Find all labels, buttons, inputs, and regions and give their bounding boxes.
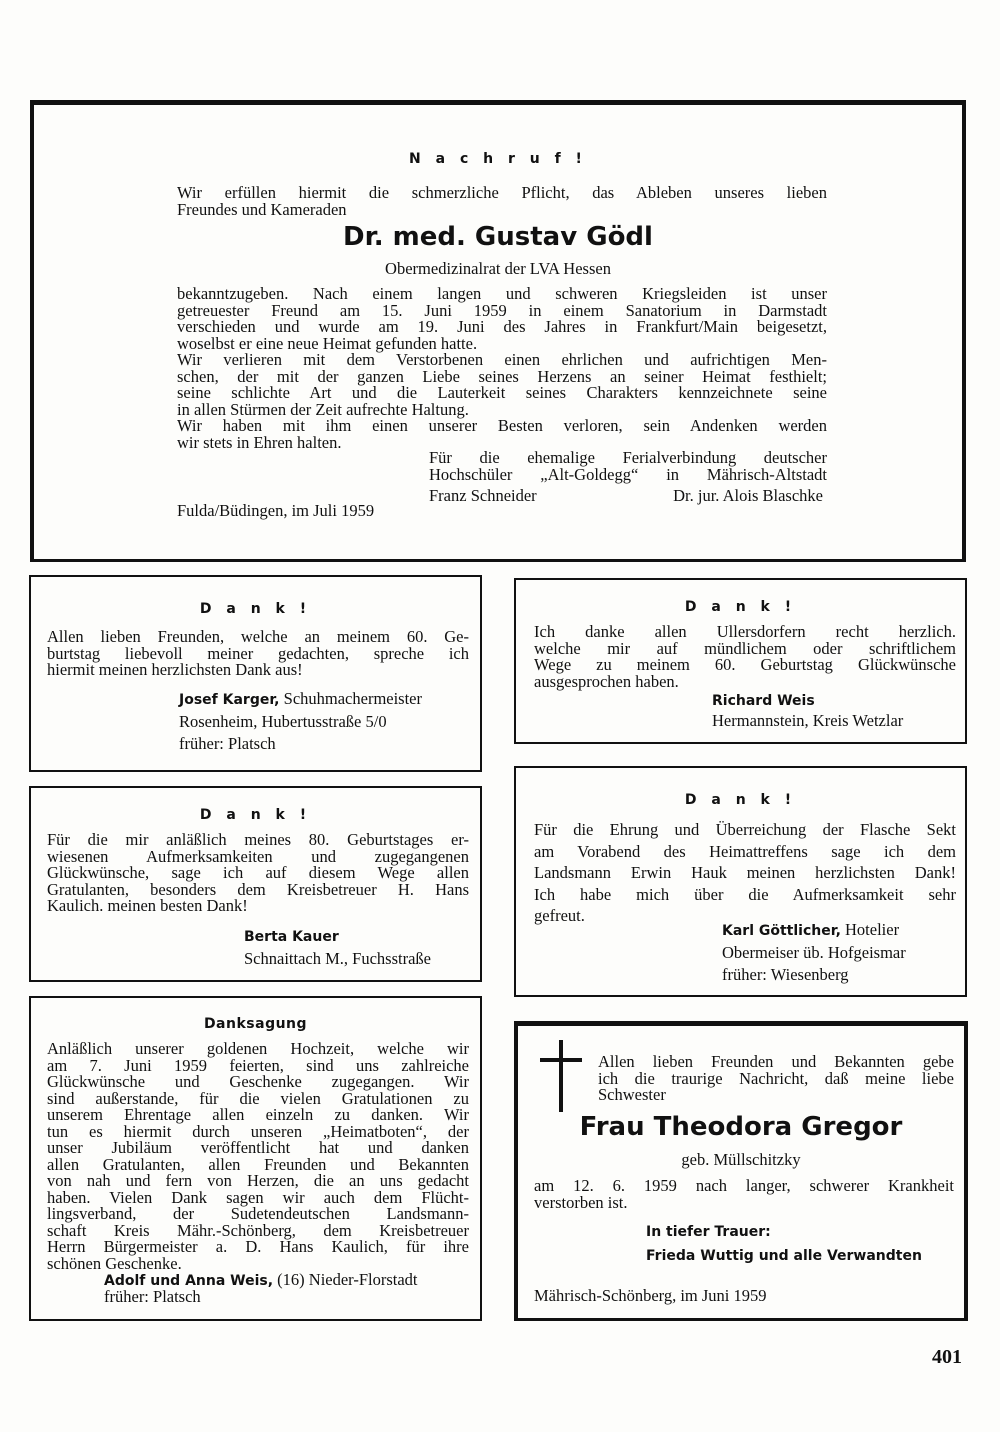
text-line: woselbst er eine neue Heimat gefunden hatte.	[177, 333, 478, 353]
dank-goettlicher-notice	[514, 766, 967, 997]
text-line: von nah und fern von Herzen, die an uns gedacht	[47, 1171, 469, 1190]
text-line: am 12. 6. 1959 nach langer, schwerer Krankheit	[534, 1176, 954, 1195]
deceased-name: Frau Theodora Gregor	[579, 1112, 903, 1142]
text-line: tun es hiermit durch unseren „Heimatboten“, der	[47, 1121, 469, 1141]
signer-address: (16) Nieder-Florstadt	[273, 1270, 418, 1289]
text-line: welche mir auf mündlichem oder schriftlichem	[534, 638, 956, 658]
text-line: schaft Kreis Mähr.-Schönberg, dem Kreisbetreuer	[47, 1220, 469, 1240]
signer-address: Hermannstein, Kreis Wetzlar	[712, 711, 904, 730]
dank-body	[534, 819, 956, 927]
signer-name: Richard Weis	[712, 693, 815, 709]
signer-name: Josef Karger,	[179, 692, 280, 708]
text-line: Für die mir anläßlich meines 80. Geburtstages er-	[47, 830, 469, 849]
nachruf-intro	[177, 185, 827, 218]
dank-heading: D a n k !	[199, 601, 312, 617]
signer-blaschke: Dr. jur. Alois Blaschke	[673, 486, 823, 505]
text-line: Allen lieben Freunden und Bekannten gebe	[598, 1052, 954, 1071]
text-line: schönen Geschenke.	[47, 1253, 182, 1273]
signature	[722, 919, 906, 986]
signature	[712, 692, 903, 730]
text-line: unserem Ehrentage allen einzeln zu danken. Wir	[47, 1105, 469, 1124]
text-line: burtstag liebevoll meiner gedachten, spreche ich	[47, 643, 469, 663]
mourning-family: Frieda Wuttig und alle Verwandten	[646, 1248, 922, 1264]
text-line: Gratulanten, besonders dem Kreisbetreuer H. Hans	[47, 879, 469, 899]
text-line: verstorben ist.	[534, 1192, 628, 1212]
text-line: Allen lieben Freunden, welche an meinem 60. Ge-	[47, 627, 469, 646]
text-line: Für die ehemalige Ferialverbindung deutscher	[429, 448, 827, 467]
text-line: getreuester Freund am 15. Juni 1959 in einem Sanatorium in Darmstadt	[177, 300, 827, 320]
text-line: sind außerstande, für die vielen Gratulationen zu	[47, 1088, 469, 1108]
nachruf-place-date: Fulda/Büdingen, im Juli 1959	[177, 501, 375, 520]
text-line: ich die traurige Nachricht, daß meine liebe	[598, 1068, 954, 1088]
nachruf-organization	[429, 450, 827, 483]
text-line: Für die Ehrung und Überreichung der Flasche Sekt	[534, 820, 956, 839]
gregor-place-date: Mährisch-Schönberg, im Juni 1959	[534, 1286, 767, 1305]
danksagung-heading: Danksagung	[203, 1016, 308, 1032]
text-line: Herrn Bürgermeister a. D. Hans Kaulich, für ihre	[47, 1237, 469, 1256]
nachruf-body	[177, 286, 827, 451]
text-line: Glückwünsche, sage ich auf diesem Wege allen	[47, 863, 469, 882]
dank-body	[534, 624, 956, 690]
text-line: schen, der mit der ganzen Liebe seines Herzens an seiner Heimat festhielt;	[177, 366, 827, 386]
signer-address: Rosenheim, Hubertusstraße 5/0	[179, 712, 387, 731]
signer-name: Berta Kauer	[244, 929, 339, 945]
text-line: in allen Stürmen der Zeit aufrechte Haltung.	[177, 399, 469, 419]
gregor-intro	[598, 1054, 954, 1104]
gregor-body	[534, 1178, 954, 1211]
text-line: ausgesprochen haben.	[534, 671, 679, 691]
text-line: Wege zu meinem 60. Geburtstag Glückwünsche	[534, 655, 956, 674]
text-line: hiermit meinen herzlichsten Dank aus!	[47, 660, 303, 679]
signature	[244, 926, 431, 970]
dank-body	[47, 629, 469, 679]
signer-name: Karl Göttlicher,	[722, 923, 841, 939]
text-line: seine schlichte Art und die Lauterkeit seines Charakters kennzeichnete seine	[177, 383, 827, 402]
text-line: am 7. Juni 1959 feierten, sind uns zahlreiche	[47, 1055, 469, 1075]
dank-body	[47, 832, 469, 915]
text-line: haben. Vielen Dank sagen wir auch dem Flücht-	[47, 1187, 469, 1207]
text-line: Schwester	[598, 1085, 666, 1104]
mourning-label: In tiefer Trauer:	[646, 1224, 771, 1240]
text-line: am Vorabend des Heimattreffens sage ich dem	[534, 841, 956, 861]
text-line: wir stets in Ehren halten.	[177, 432, 342, 452]
dank-kauer-notice	[29, 786, 482, 982]
dank-heading: D a n k !	[199, 807, 312, 823]
text-line: Anläßlich unserer goldenen Hochzeit, welche wir	[47, 1039, 469, 1058]
text-line: Wir erfüllen hiermit die schmerzliche Pflicht, das Ableben unseres lieben	[177, 183, 827, 202]
text-line: gefreut.	[534, 906, 585, 925]
text-line: Glückwünsche und Geschenke zugegangen. Wir	[47, 1072, 469, 1091]
danksagung-body	[47, 1041, 469, 1272]
cross-icon	[540, 1040, 582, 1112]
text-line: bekanntzugeben. Nach einem langen und schweren Kriegsleiden ist unser	[177, 284, 827, 303]
text-line: Kaulich. meinen besten Dank!	[47, 896, 248, 915]
text-line: Wir haben mit ihm einen unserer Besten verloren, sein Andenken werden	[177, 416, 827, 435]
text-line: Landsmann Erwin Hauk meinen herzlichsten Dank!	[534, 863, 956, 882]
signer-profession: Schuhmachermeister	[279, 689, 423, 708]
deceased-name: Dr. med. Gustav Gödl	[343, 222, 653, 252]
text-line: wiesenen Aufmerksamkeiten und zugegangenen	[47, 846, 469, 866]
page-number: 401	[932, 1346, 962, 1368]
text-line: Ich danke allen Ullersdorfern recht herzlich.	[534, 622, 956, 641]
signature	[179, 688, 422, 755]
dank-karger-notice	[29, 575, 482, 772]
dank-heading: D a n k !	[684, 792, 797, 808]
signer-name: Adolf und Anna Weis,	[104, 1273, 274, 1289]
danksagung-notice	[29, 996, 482, 1321]
text-line: Hochschüler „Alt-Goldegg“ in Mährisch-Altstadt	[429, 464, 827, 484]
text-line: Ich habe mich über die Aufmerksamkeit sehr	[534, 884, 956, 904]
signer-address: Schnaittach M., Fuchsstraße	[244, 949, 431, 968]
deceased-birth-name: geb. Müllschitzky	[681, 1150, 801, 1169]
signer-address: Obermeiser üb. Hofgeismar	[722, 943, 906, 962]
deceased-title: Obermedizinalrat der LVA Hessen	[385, 259, 611, 278]
signer-former: früher: Platsch	[179, 734, 276, 753]
text-line: unser Jubiläum veröffentlicht hat und danken	[47, 1138, 469, 1157]
dank-weis-notice	[514, 578, 967, 744]
dank-heading: D a n k !	[684, 599, 797, 615]
signer-profession: Hotelier	[840, 920, 900, 939]
text-line: Freundes und Kameraden	[177, 199, 347, 219]
text-line: Wir verlieren mit dem Verstorbenen einen ehrlichen und aufrichtigen Men-	[177, 350, 827, 369]
text-line: lingsverband, der Sudetendeutschen Landsmann-	[47, 1204, 469, 1223]
signer-former: früher: Wiesenberg	[722, 965, 849, 984]
nachruf-notice	[30, 100, 966, 562]
signer-former: früher: Platsch	[104, 1287, 201, 1306]
signer-schneider: Franz Schneider	[429, 486, 537, 505]
text-line: allen Gratulanten, allen Freunden und Bekannten	[47, 1154, 469, 1174]
nachruf-heading: N a c h r u f !	[409, 151, 587, 167]
gregor-notice	[514, 1021, 968, 1321]
text-line: verschieden und wurde am 19. Juni des Jahres in Frankfurt/Main beigesetzt,	[177, 317, 827, 336]
